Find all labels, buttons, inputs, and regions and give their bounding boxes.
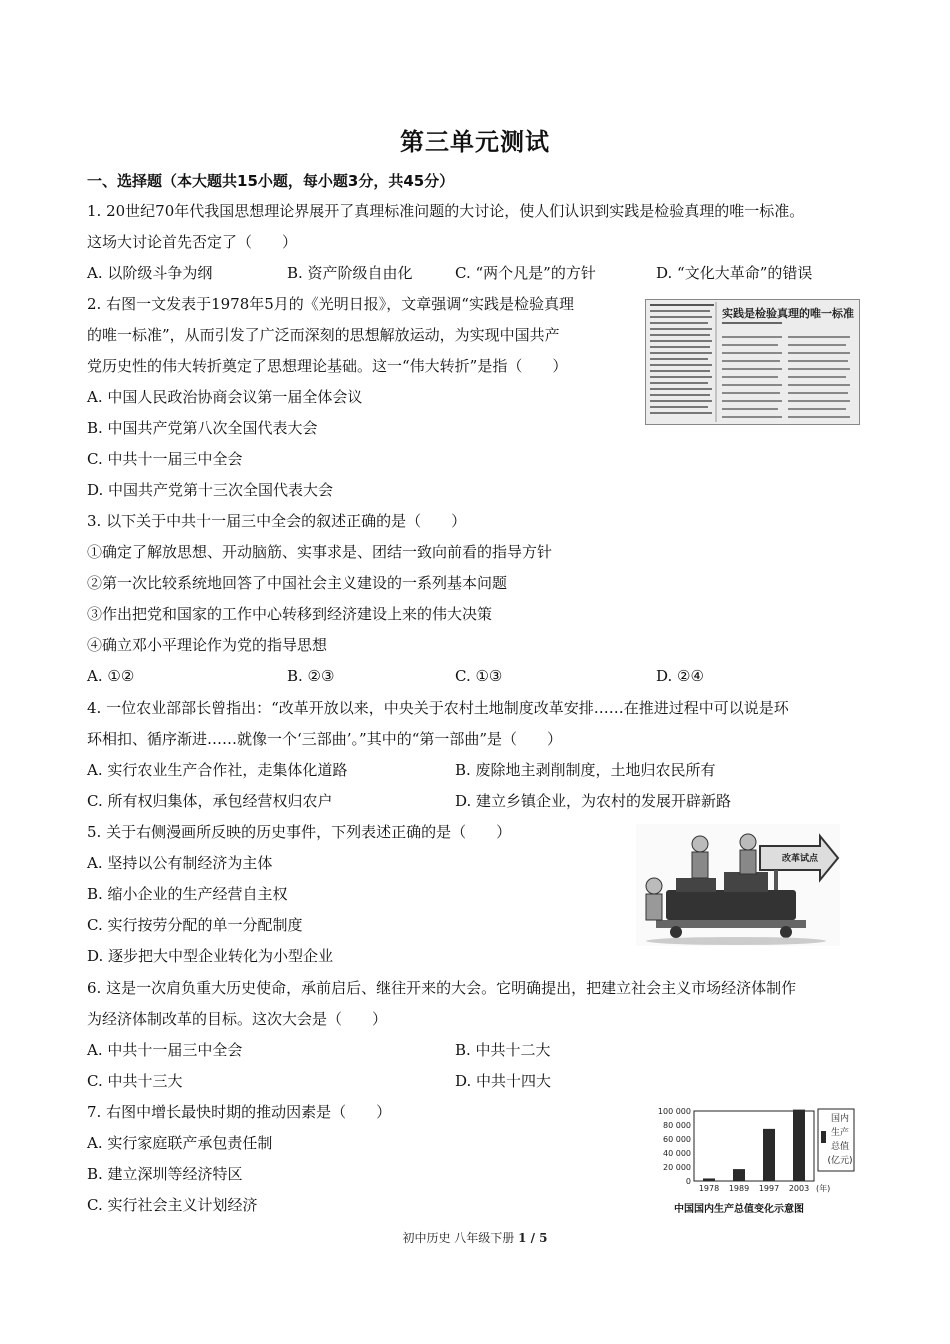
newspaper-headline: 实践是检验真理的唯一标准 xyxy=(722,307,854,320)
q1-stem-line2: 这场大讨论首先否定了（ ） xyxy=(87,233,298,251)
q4-option-b: B. 废除地主剥削制度，土地归农民所有 xyxy=(455,761,716,779)
q5-stem: 5. 关于右侧漫画所反映的历史事件，下列表述正确的是（ ） xyxy=(87,823,512,841)
q3-option-c: C. ①③ xyxy=(455,667,503,685)
page-title: 第三单元测试 xyxy=(400,128,550,156)
q1-option-a: A. 以阶级斗争为纲 xyxy=(87,264,213,282)
q3-option-b: B. ②③ xyxy=(287,667,335,685)
x-tick-label: 1989 xyxy=(728,1184,750,1193)
q3-statement-2: ②第一次比较系统地回答了中国社会主义建设的一系列基本问题 xyxy=(87,574,508,592)
cartoon-sign-text: 改革试点 xyxy=(782,854,819,864)
q2-option-c: C. 中共十一届三中全会 xyxy=(87,450,243,468)
q6-option-c: C. 中共十三大 xyxy=(87,1072,183,1090)
q6-option-d: D. 中共十四大 xyxy=(455,1072,552,1090)
q5-option-d: D. 逐步把大中型企业转化为小型企业 xyxy=(87,947,334,965)
q3-statement-1: ①确定了解放思想、开动脑筋、实事求是、团结一致向前看的指导方针 xyxy=(87,543,553,561)
q1-option-c: C. “两个凡是”的方针 xyxy=(455,264,596,282)
q7-option-b: B. 建立深圳等经济特区 xyxy=(87,1165,243,1183)
q3-statement-3: ③作出把党和国家的工作中心转移到经济建设上来的伟大决策 xyxy=(87,605,493,623)
q7-option-a: A. 实行家庭联产承包责任制 xyxy=(87,1134,273,1152)
q4-stem-line2: 环相扣、循序渐进……就像一个‘三部曲’。”其中的“第一部曲”是（ ） xyxy=(87,730,563,748)
y-tick-label: 60 000 xyxy=(663,1135,691,1144)
q2-stem-line1: 2. 右图一文发表于1978年5月的《光明日报》，文章强调“实践是检验真理 xyxy=(87,295,574,313)
q2-option-b: B. 中国共产党第八次全国代表大会 xyxy=(87,419,318,437)
legend-swatch xyxy=(821,1131,826,1143)
legend-text: 生产 xyxy=(830,1128,850,1138)
q6-stem-line1: 6. 这是一次肩负重大历史使命，承前启后、继往开来的大会。它明确提出，把建立社会主义市场经济体制作 xyxy=(87,979,797,997)
y-tick-label: 80 000 xyxy=(663,1121,691,1130)
q7-stem: 7. 右图中增长最快时期的推动因素是（ ） xyxy=(87,1103,392,1121)
q5-option-c: C. 实行按劳分配的单一分配制度 xyxy=(87,916,303,934)
q6-option-b: B. 中共十二大 xyxy=(455,1041,551,1059)
bar-1978 xyxy=(703,1178,715,1181)
y-tick-label: 100 000 xyxy=(657,1107,691,1116)
bar-2003 xyxy=(793,1110,805,1181)
q3-stem: 3. 以下关于中共十一届三中全会的叙述正确的是（ ） xyxy=(87,512,467,530)
q1-option-b: B. 资产阶级自由化 xyxy=(287,264,413,282)
y-tick-label: 40 000 xyxy=(663,1149,691,1158)
legend-text: 总值 xyxy=(830,1142,850,1152)
y-tick-label: 20 000 xyxy=(663,1163,691,1172)
newspaper-image xyxy=(645,299,860,425)
q2-stem-line3: 党历史性的伟大转折奠定了思想理论基础。这一“伟大转折”是指（ ） xyxy=(87,357,568,375)
gdp-chart xyxy=(650,1105,858,1217)
x-unit-label: (年) xyxy=(816,1184,831,1193)
q4-option-c: C. 所有权归集体，承包经营权归农户 xyxy=(87,792,333,810)
q2-option-d: D. 中国共产党第十三次全国代表大会 xyxy=(87,481,334,499)
q1-option-d: D. “文化大革命”的错误 xyxy=(656,264,813,282)
q2-option-a: A. 中国人民政治协商会议第一届全体会议 xyxy=(87,388,363,406)
chart-title: 中国国内生产总值变化示意图 xyxy=(674,1204,804,1215)
q2-stem-line2: 的唯一标准”，从而引发了广泛而深刻的思想解放运动，为实现中国共产 xyxy=(87,326,560,344)
q3-option-a: A. ①② xyxy=(87,667,135,685)
q3-statement-4: ④确立邓小平理论作为党的指导思想 xyxy=(87,636,328,654)
page-number: 1 / 5 xyxy=(518,1231,548,1245)
section-heading: 一、选择题（本大题共15小题，每小题3分，共45分） xyxy=(87,172,455,190)
q1-stem-line1: 1. 20世纪70年代我国思想理论界展开了真理标准问题的大讨论，使人们认识到实践是检验真理的唯一标准。 xyxy=(87,202,805,220)
y-tick-label: 0 xyxy=(685,1177,691,1186)
page-footer xyxy=(0,1229,950,1246)
q6-option-a: A. 中共十一届三中全会 xyxy=(87,1041,243,1059)
q6-stem-line2: 为经济体制改革的目标。这次大会是（ ） xyxy=(87,1010,388,1028)
q4-option-a: A. 实行农业生产合作社，走集体化道路 xyxy=(87,761,348,779)
cartoon-image xyxy=(636,824,840,946)
bar-1997 xyxy=(763,1129,775,1181)
x-tick-label: 1997 xyxy=(758,1184,780,1193)
x-tick-label: 1978 xyxy=(698,1184,720,1193)
q5-option-b: B. 缩小企业的生产经营自主权 xyxy=(87,885,288,903)
q4-stem-line1: 4. 一位农业部部长曾指出：“改革开放以来，中央关于农村土地制度改革安排……在推进过程中可以说是环 xyxy=(87,699,789,717)
q7-option-c: C. 实行社会主义计划经济 xyxy=(87,1196,258,1214)
q4-option-d: D. 建立乡镇企业，为农村的发展开辟新路 xyxy=(455,792,732,810)
legend-text: (亿元) xyxy=(827,1156,853,1166)
x-tick-label: 2003 xyxy=(788,1184,810,1193)
q3-option-d: D. ②④ xyxy=(656,667,704,685)
legend-text: 国内 xyxy=(830,1114,850,1124)
q5-option-a: A. 坚持以公有制经济为主体 xyxy=(87,854,273,872)
footer-text: 初中历史 八年级下册 xyxy=(402,1231,519,1245)
bar-1989 xyxy=(733,1169,745,1181)
